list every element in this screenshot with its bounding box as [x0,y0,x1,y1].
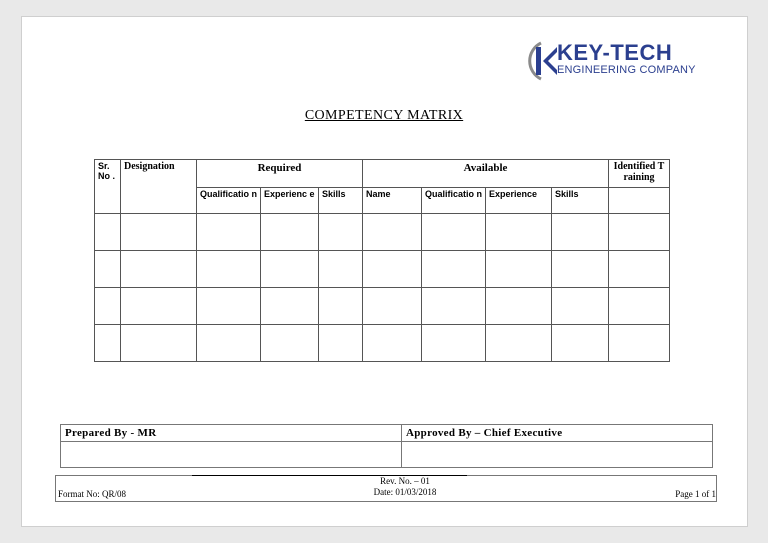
table-cell[interactable] [121,251,197,288]
matrix-body [95,214,670,362]
table-cell[interactable] [422,214,486,251]
table-cell[interactable] [422,325,486,362]
table-cell[interactable] [422,288,486,325]
table-cell[interactable] [552,325,609,362]
table-cell[interactable] [609,214,670,251]
col-header-av-experience: Experience [486,188,552,214]
table-cell[interactable] [486,288,552,325]
table-cell[interactable] [121,325,197,362]
table-cell[interactable] [552,214,609,251]
approved-by: Approved By – Chief Executive [402,425,713,442]
table-cell[interactable] [363,288,422,325]
table-cell[interactable] [422,251,486,288]
col-group-available: Available [363,160,609,188]
signoff-table [60,424,713,468]
table-cell[interactable] [197,288,261,325]
table-cell[interactable] [363,251,422,288]
table-cell[interactable] [197,251,261,288]
format-no: Format No: QR/08 [58,489,127,499]
prepared-signature-cell[interactable] [61,442,402,468]
table-cell[interactable] [121,214,197,251]
table-cell[interactable] [261,214,319,251]
rev-no: Rev. No. – 01 [380,476,430,486]
table-cell[interactable] [363,325,422,362]
col-header-req-qualification: Qualificatio n [197,188,261,214]
logo-tagline: ENGINEERING COMPANY [557,64,696,76]
document-title: COMPETENCY MATRIX [304,108,464,123]
prepared-by: Prepared By - MR [61,425,402,442]
table-cell[interactable] [95,214,121,251]
table-cell[interactable] [95,288,121,325]
page-number: Page 1 of 1 [675,489,716,499]
company-logo [557,42,696,76]
table-cell[interactable] [319,214,363,251]
table-cell[interactable] [609,325,670,362]
table-row [95,214,670,251]
table-cell[interactable] [197,325,261,362]
table-cell[interactable] [121,288,197,325]
table-cell[interactable] [95,251,121,288]
col-header-req-skills: Skills [319,188,363,214]
rev-date: Date: 01/03/2018 [373,487,437,497]
col-header-req-experience: Experienc e [261,188,319,214]
col-header-av-name: Name [363,188,422,214]
table-cell[interactable] [95,325,121,362]
table-cell[interactable] [609,251,670,288]
competency-matrix-table [94,159,670,362]
logo-name: KEY-TECH [557,40,673,65]
table-cell[interactable] [319,251,363,288]
table-cell[interactable] [319,288,363,325]
col-group-required: Required [197,160,363,188]
table-cell[interactable] [552,251,609,288]
col-header-av-skills: Skills [552,188,609,214]
table-cell[interactable] [486,251,552,288]
col-header-designation: Designation [121,160,197,214]
table-cell[interactable] [486,214,552,251]
table-cell[interactable] [363,214,422,251]
revision-info [340,476,470,498]
table-cell[interactable] [609,288,670,325]
table-cell[interactable] [319,325,363,362]
approved-signature-cell[interactable] [402,442,713,468]
table-row [95,325,670,362]
table-row [95,288,670,325]
col-header-sr-no: Sr. No . [95,160,121,214]
table-cell[interactable] [261,251,319,288]
col-header-training-blank [609,188,670,214]
table-cell[interactable] [486,325,552,362]
table-row [95,251,670,288]
col-header-av-qualification: Qualificatio n [422,188,486,214]
table-cell[interactable] [261,288,319,325]
table-cell[interactable] [197,214,261,251]
col-header-identified-training: Identified Training [609,160,670,188]
table-cell[interactable] [552,288,609,325]
table-cell[interactable] [261,325,319,362]
